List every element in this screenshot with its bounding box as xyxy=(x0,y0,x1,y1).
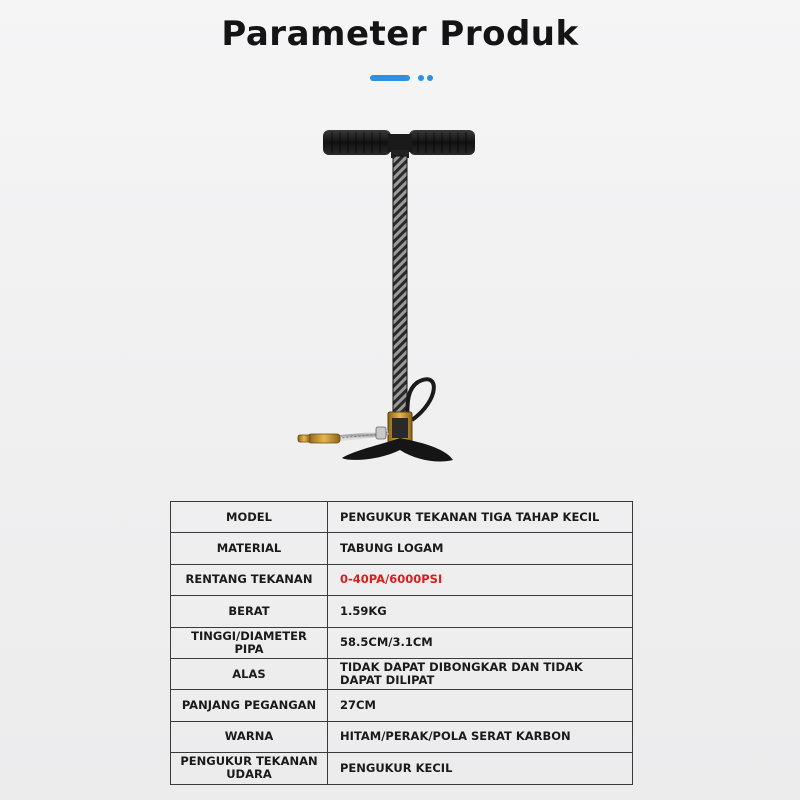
spec-label: PANJANG PEGANGAN xyxy=(171,690,328,721)
spec-row xyxy=(171,533,633,564)
spec-value: PENGUKUR KECIL xyxy=(328,753,633,784)
accent-bar xyxy=(370,75,410,81)
spec-row xyxy=(171,753,633,784)
spec-value: 27CM xyxy=(328,690,633,721)
spec-value: 58.5CM/3.1CM xyxy=(328,627,633,658)
spec-value: 0-40PA/6000PSI xyxy=(328,564,633,595)
page-title: Parameter Produk xyxy=(221,14,579,54)
spec-row xyxy=(171,690,633,721)
spec-row xyxy=(171,596,633,627)
spec-label: RENTANG TEKANAN xyxy=(171,564,328,595)
spec-table xyxy=(170,501,633,785)
spec-value: TABUNG LOGAM xyxy=(328,533,633,564)
title-accent-decoration xyxy=(370,75,440,81)
hand-pump-icon xyxy=(280,120,520,480)
spec-label: ALAS xyxy=(171,658,328,689)
spec-label: MATERIAL xyxy=(171,533,328,564)
spec-value: 1.59KG xyxy=(328,596,633,627)
spec-label: BERAT xyxy=(171,596,328,627)
spec-label: TINGGI/DIAMETER PIPA xyxy=(171,627,328,658)
spec-value: PENGUKUR TEKANAN TIGA TAHAP KECIL xyxy=(328,502,633,533)
spec-row xyxy=(171,627,633,658)
spec-label: WARNA xyxy=(171,721,328,752)
spec-row xyxy=(171,502,633,533)
accent-dot xyxy=(427,75,433,81)
spec-label: MODEL xyxy=(171,502,328,533)
spec-row xyxy=(171,564,633,595)
spec-row xyxy=(171,721,633,752)
spec-value: TIDAK DAPAT DIBONGKAR DAN TIDAK DAPAT DILIPAT xyxy=(328,658,633,689)
spec-row xyxy=(171,658,633,689)
spec-value: HITAM/PERAK/POLA SERAT KARBON xyxy=(328,721,633,752)
accent-dot xyxy=(418,75,424,81)
spec-label: PENGUKUR TEKANAN UDARA xyxy=(171,753,328,784)
